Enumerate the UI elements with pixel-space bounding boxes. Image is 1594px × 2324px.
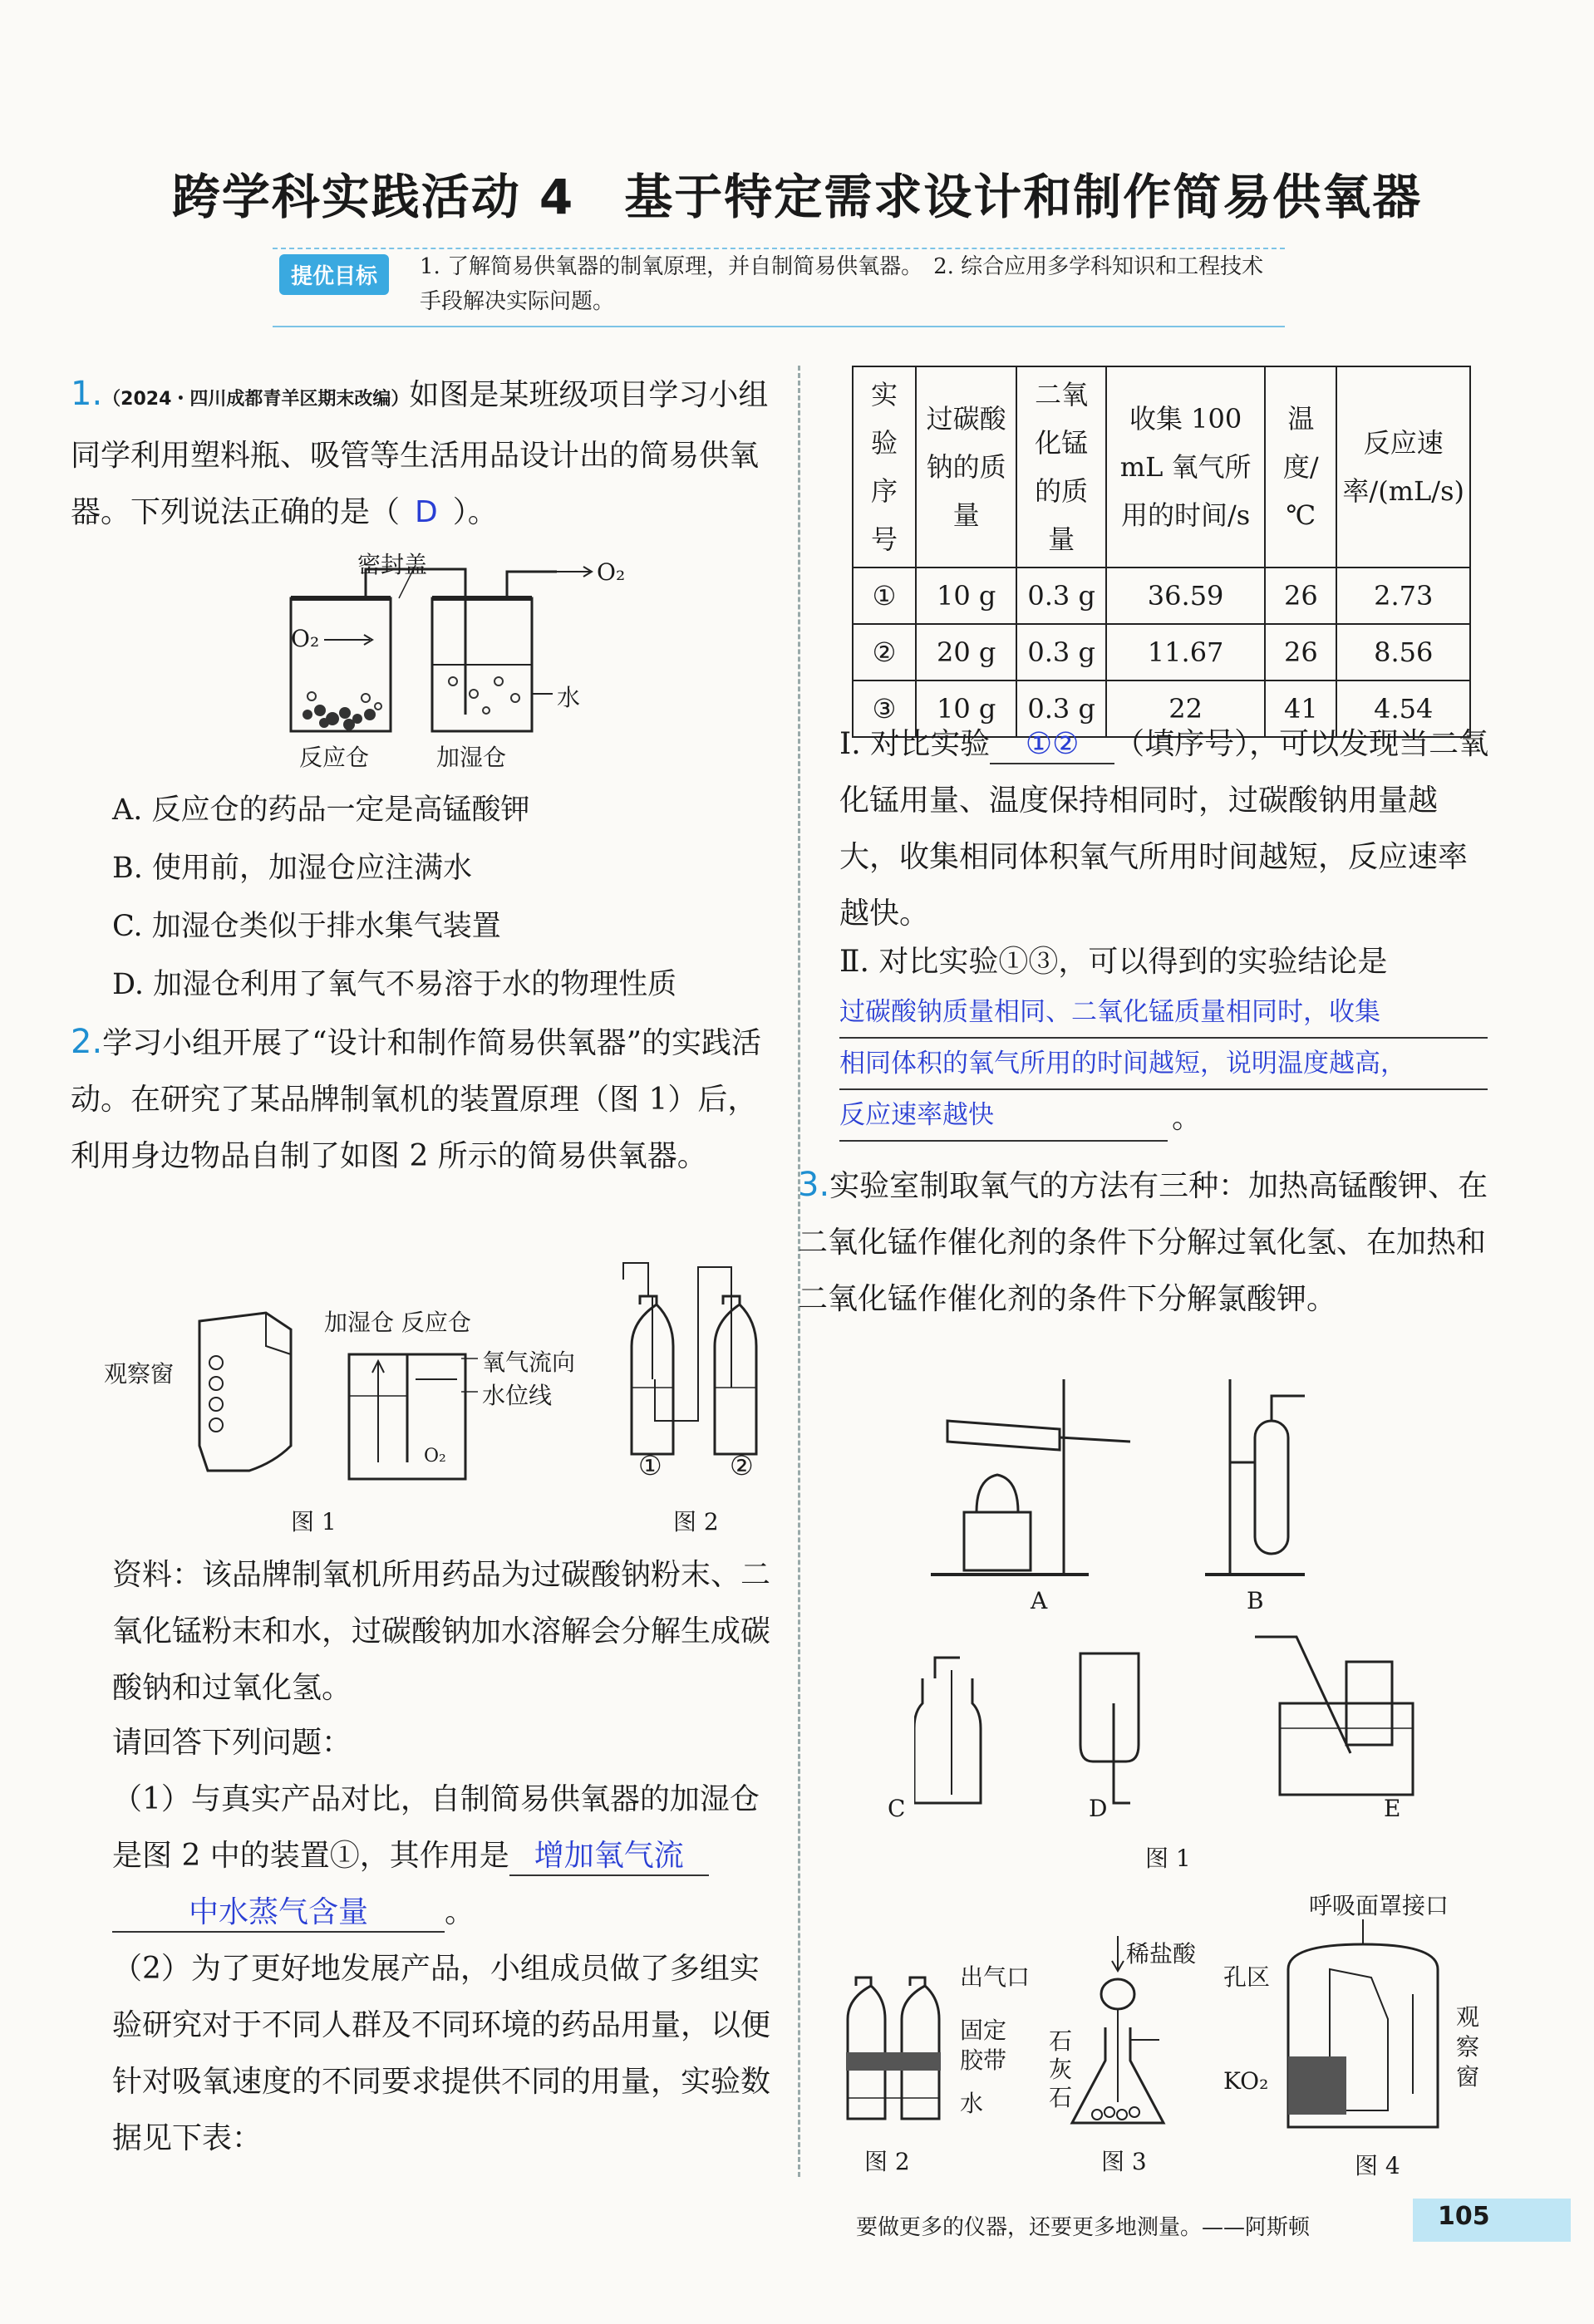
table-header-cell: 实验序号: [853, 366, 916, 567]
sub-i-text-end: （填序号），可以发现当二氧化锰用量、温度保持相同时，过碳酸钠用量越大，收集相同体积氧气所用时间越短，反应速率越快。: [839, 727, 1489, 931]
q3-figure-1-caption: 图 1: [1145, 1845, 1191, 1872]
option-c: C. 加湿仓类似于排水集气装置: [112, 910, 501, 943]
label-water-2: 水: [960, 2090, 984, 2117]
experiment-table: [852, 366, 1471, 738]
goal-text: 1. 了解简易供氧器的制氧原理，并自制简易供氧器。 2. 综合应用多学科知识和工程技术手段解决实际问题。: [420, 254, 1264, 314]
label-device-2: ②: [730, 1450, 754, 1481]
label-holes: 孔区: [1223, 1963, 1271, 1991]
table-cell: 8.56: [1336, 624, 1470, 680]
answer-ii-end: 。: [1172, 1101, 1203, 1135]
table-cell: 36.59: [1106, 567, 1265, 624]
option-a: A. 反应仓的药品一定是高锰酸钾: [112, 794, 530, 827]
table-cell: ②: [853, 624, 916, 680]
table-row: [853, 567, 1470, 624]
table-cell: 10 g: [916, 567, 1016, 624]
answer-ii-line-2: 相同体积的氧气所用的时间越短，说明温度越高，: [839, 1039, 1488, 1090]
label-limestone: 石灰石: [1049, 2027, 1073, 2111]
subquestion-1-end: 。: [445, 1895, 475, 1929]
label-b: B: [1247, 1587, 1264, 1614]
answer-i: ①②: [990, 726, 1114, 764]
table-row: [853, 624, 1470, 680]
label-tape: 固定胶带: [960, 2017, 1007, 2074]
figure-2-caption: 图 2: [673, 1508, 719, 1535]
goal-tag: 提优目标: [279, 254, 389, 295]
label-mask-connector: 呼吸面罩接口: [1309, 1892, 1449, 1919]
question-3: [798, 1157, 1496, 1328]
question-number: 1.: [71, 375, 103, 413]
q3-figure-2-caption: 图 2: [864, 2148, 910, 2175]
table-header-cell: 过碳酸钠的质量: [916, 366, 1016, 567]
label-reaction-chamber: 反应仓: [299, 744, 370, 771]
question-stem: 如图是某班级项目学习小组同学利用塑料瓶、吸管等生活用品设计出的简易供氧器。下列说法正确的是（: [71, 378, 769, 529]
label-ko2: KO₂: [1223, 2067, 1269, 2095]
label-d: D: [1089, 1795, 1108, 1822]
prompt-text: 请回答下列问题：: [112, 1726, 352, 1760]
q3-figure-4-caption: 图 4: [1355, 2152, 1400, 2179]
table-cell: 11.67: [1106, 624, 1265, 680]
question-stem: 学习小组开展了“设计和制作简易供氧器”的实践活动。在研究了某品牌制氧机的装置原理（图 1）后，利用身边物品自制了如图 2 所示的简易供氧器。: [71, 1026, 761, 1173]
table-header-cell: 温度/℃: [1265, 366, 1336, 567]
question-1: [71, 366, 785, 541]
table-cell: 0.3 g: [1016, 680, 1106, 737]
q2-figure-2-bottles: [615, 1255, 781, 1479]
sub-i: [839, 716, 1496, 942]
answer-1-line-b: 中水蒸气含量: [112, 1894, 445, 1933]
q3-figure-4: [1280, 1919, 1446, 2135]
table-cell: ③: [853, 680, 916, 737]
question-source: （2024・四川成都青羊区期末改编）: [102, 389, 410, 410]
option-b: B. 使用前，加湿仓应注满水: [112, 852, 472, 885]
label-c: C: [888, 1795, 906, 1822]
label-window-2: 观察窗: [1456, 2003, 1480, 2091]
label-device-1: ①: [638, 1450, 662, 1481]
label-oxygen-flow: 氧气流向: [482, 1349, 576, 1376]
subquestion-1: [112, 1771, 785, 1941]
table-cell: 0.3 g: [1016, 624, 1106, 680]
table-header-row: [853, 366, 1470, 567]
table-header-cell: 收集 100 mL 氧气所用的时间/s: [1106, 366, 1265, 567]
label-acid: 稀盐酸: [1126, 1940, 1197, 1968]
answer-ii-line-3: 反应速率越快: [839, 1090, 1168, 1142]
footer-quote: 要做更多的仪器，还要更多地测量。——阿斯顿: [856, 2215, 1311, 2240]
label-water: 水: [557, 684, 581, 711]
label-o2-out: O₂: [597, 558, 626, 586]
label-window: 观察窗: [104, 1360, 175, 1388]
sub-i-text: Ⅰ. 对比实验: [839, 727, 991, 761]
answer-1-line-a: 增加氧气流: [509, 1838, 709, 1876]
label-lid: 密封盖: [357, 551, 428, 578]
page-number: 105: [1438, 2202, 1490, 2231]
sub-ii-text: Ⅱ. 对比实验①③，可以得到的实验结论是: [839, 945, 1388, 979]
label-o2: O₂: [424, 1446, 446, 1467]
question-stem: 实验室制取氧气的方法有三种：加热高锰酸钾、在二氧化锰作催化剂的条件下分解过氧化氢、在加热和二氧化锰作催化剂的条件下分解氯酸钾。: [798, 1169, 1488, 1316]
table-header-cell: 二氧化锰的质量: [1016, 366, 1106, 567]
subquestion-2: （2）为了更好地发展产品，小组成员做了多组实验研究对于不同人群及不同环境的药品用量，以便针对吸氧速度的不同要求提供不同的用量，实验数据见下表：: [112, 1952, 771, 2155]
table-header-cell: 反应速率/(mL/s): [1336, 366, 1470, 567]
label-humidifier: 加湿仓: [436, 744, 507, 771]
table-cell: 20 g: [916, 624, 1016, 680]
subquestion-1-text: （1）与真实产品对比，自制简易供氧器的加湿仓是图 2 中的装置①，其作用是: [112, 1782, 760, 1873]
table-cell: 0.3 g: [1016, 567, 1106, 624]
label-o2-in: O₂: [291, 625, 320, 652]
label-waterline: 水位线: [482, 1382, 553, 1409]
sub-ii: [839, 934, 1496, 990]
answer-ii-line-1: 过碳酸钠质量相同、二氧化锰质量相同时，收集: [839, 987, 1488, 1039]
question-2: [71, 1014, 785, 1185]
table-cell: 4.54: [1336, 680, 1470, 737]
page-title: 跨学科实践活动 4 基于特定需求设计和制作简易供氧器: [171, 169, 1423, 225]
q3-figure-3-caption: 图 3: [1101, 2148, 1147, 2175]
table-cell: 10 g: [916, 680, 1016, 737]
table-cell: 26: [1265, 624, 1336, 680]
page-number-bar: [1413, 2199, 1571, 2242]
material-text: 资料：该品牌制氧机所用药品为过碳酸钠粉末、二氧化锰粉末和水，过碳酸钠加水溶解会分解生成碳酸钠和过氧化氢。: [112, 1558, 771, 1705]
label-outlet: 出气口: [960, 1963, 1031, 1991]
table-cell: 22: [1106, 680, 1265, 737]
q3-figure-1-apparatus: [914, 1371, 1496, 1836]
table-cell: 41: [1265, 680, 1336, 737]
table-cell: ①: [853, 567, 916, 624]
label-e: E: [1384, 1795, 1401, 1822]
table-cell: 26: [1265, 567, 1336, 624]
question-number: 2.: [71, 1023, 103, 1061]
label-a: A: [1031, 1587, 1048, 1614]
option-d: D. 加湿仓利用了氧气不易溶于水的物理性质: [112, 968, 677, 1001]
q3-figure-2: [839, 1961, 956, 2127]
stem-end: ）。: [452, 495, 498, 529]
answer-choice: D: [415, 495, 438, 529]
figure-1-caption: 图 1: [291, 1508, 337, 1535]
label-humid-react: 加湿仓 反应仓: [324, 1309, 471, 1336]
table-cell: 2.73: [1336, 567, 1470, 624]
question-number: 3.: [798, 1166, 830, 1204]
